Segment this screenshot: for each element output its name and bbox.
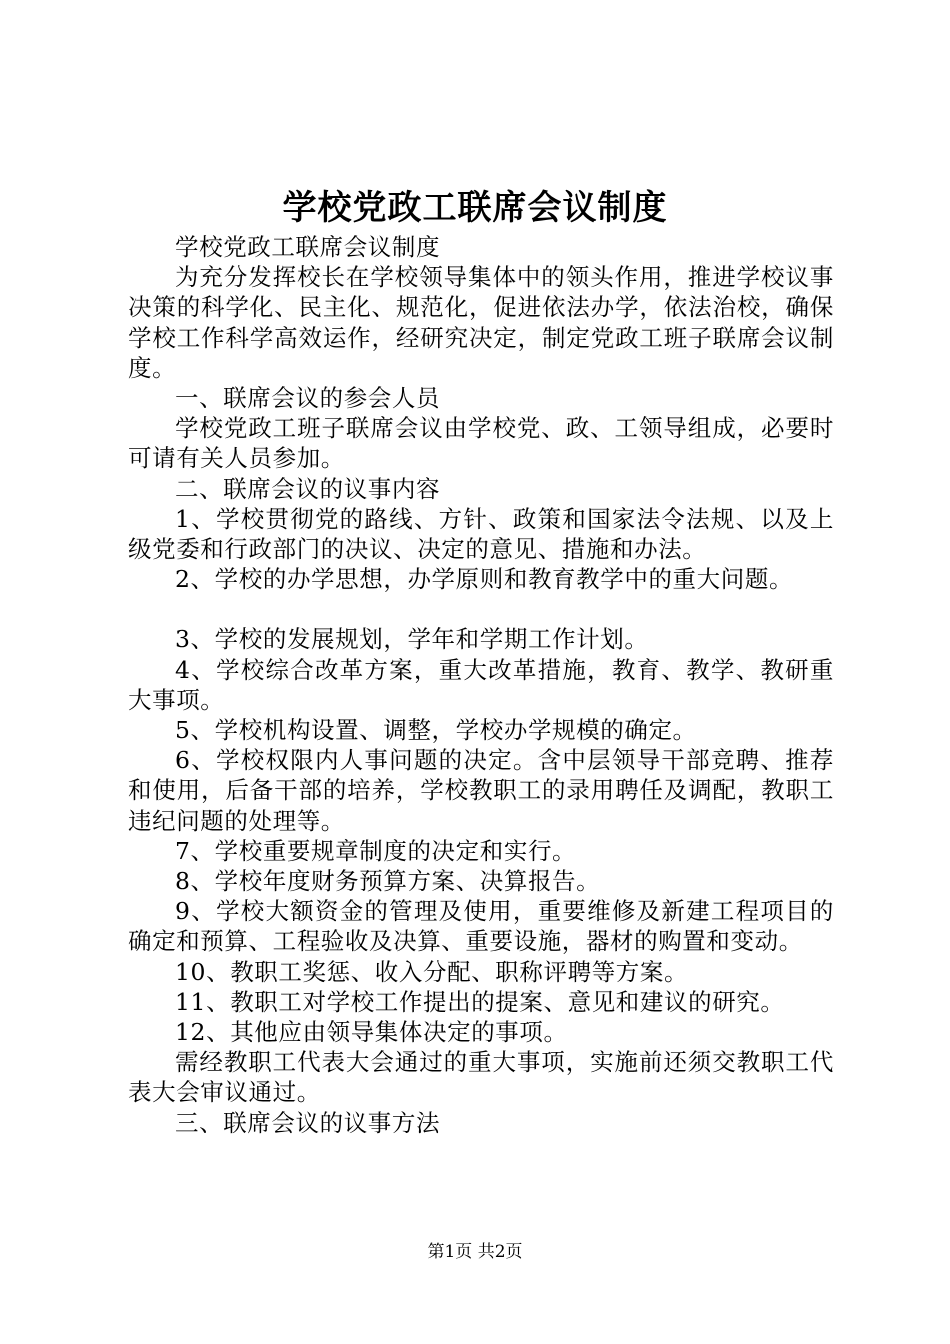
section-heading-participants: 一、联席会议的参会人员: [175, 384, 441, 413]
agenda-item-6: 6、学校权限内人事问题的决定。含中层领导干部竞聘、推荐和使用，后备干部的培养，学校教职工的录用聘任及调配，教职工违纪问题的处理等。: [128, 746, 834, 835]
agenda-item-1: 1、学校贯彻党的路线、方针、政策和国家法令法规、以及上级党委和行政部门的决议、决定的意见、措施和办法。: [128, 504, 834, 564]
section-heading-agenda: 二、联席会议的议事内容: [175, 474, 441, 503]
paragraph-subtitle: 学校党政工联席会议制度: [175, 233, 441, 261]
agenda-item-10: 10、教职工奖惩、收入分配、职称评聘等方案。: [175, 957, 689, 986]
document-body: [128, 232, 834, 1138]
agenda-item-9: 9、学校大额资金的管理及使用，重要维修及新建工程项目的确定和预算、工程验收及决算、重要设施，器材的购置和变动。: [128, 897, 834, 956]
agenda-item-5: 5、学校机构设置、调整，学校办学规模的确定。: [175, 716, 697, 745]
agenda-item-8: 8、学校年度财务预算方案、决算报告。: [175, 867, 601, 896]
agenda-item-11: 11、教职工对学校工作提出的提案、意见和建议的研究。: [175, 987, 785, 1016]
agenda-item-3: 3、学校的发展规划，学年和学期工作计划。: [175, 625, 649, 654]
paragraph-congress-approval: 需经教职工代表大会通过的重大事项，实施前还须交教职工代表大会审议通过。: [128, 1048, 834, 1107]
document-title: 学校党政工联席会议制度: [282, 188, 668, 228]
paragraph-intro: 为充分发挥校长在学校领导集体中的领头作用，推进学校议事决策的科学化、民主化、规范化，促进依法办学，依法治校，确保学校工作科学高效运作，经研究决定，制定党政工班子联席会议制度。: [128, 263, 834, 382]
agenda-item-7: 7、学校重要规章制度的决定和实行。: [175, 836, 577, 865]
page-footer: 第1页 共2页: [427, 1242, 523, 1262]
agenda-item-2: 2、学校的办学思想，办学原则和教育教学中的重大问题。: [175, 565, 794, 594]
section-heading-method: 三、联席会议的议事方法: [175, 1108, 441, 1137]
agenda-item-12: 12、其他应由领导集体决定的事项。: [175, 1018, 568, 1047]
paragraph-participants: 学校党政工班子联席会议由学校党、政、工领导组成，必要时可请有关人员参加。: [128, 414, 834, 473]
agenda-item-4: 4、学校综合改革方案，重大改革措施，教育、教学、教研重大事项。: [128, 655, 834, 714]
